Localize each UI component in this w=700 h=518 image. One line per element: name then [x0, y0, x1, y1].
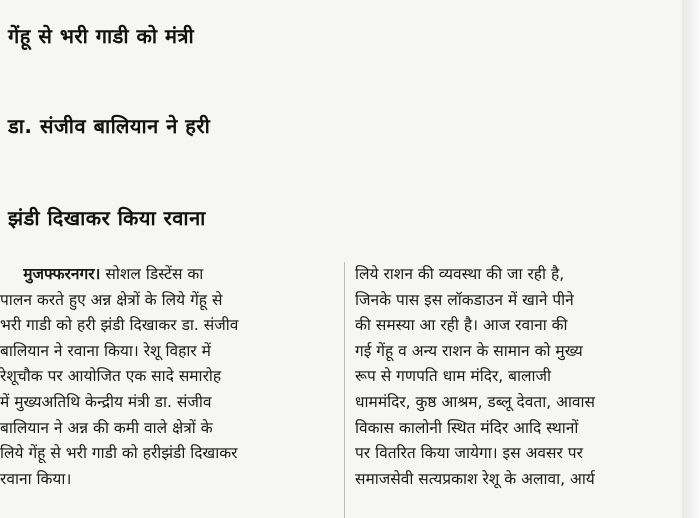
column-divider	[344, 262, 345, 518]
page-edge	[682, 0, 700, 518]
headline-line-2: डा. संजीव बालियान ने हरी	[8, 114, 211, 138]
article-line: लिये राशन की व्यवस्था की जा रही है,	[355, 265, 565, 283]
article-line: रेशूचौक पर आयोजित एक सादे समारोह	[0, 367, 222, 386]
headline-line-1: गेंहू से भरी गाडी को मंत्री	[8, 24, 195, 48]
article-line: की समस्या आ रही है। आज रवाना की	[355, 316, 568, 335]
article-line: विकास कालोनी स्थित मंदिर आदि स्थानों	[355, 418, 579, 437]
article-line: गई गेंहू व अन्य राशन के सामान को मुख्य	[355, 341, 583, 360]
article-line: रवाना किया।	[0, 469, 72, 488]
article-first-line	[0, 262, 338, 288]
article-line: बालियान ने रवाना किया। रेशू विहार में	[0, 341, 211, 360]
article-column-left	[0, 262, 338, 492]
article-line: लिये गेंहू से भरी गाडी को हरीझंडी दिखाकर	[0, 444, 238, 463]
article-line: पर वितरित किया जायेगा। इस अवसर पर	[355, 444, 583, 463]
headline-line-3: झंडी दिखाकर किया रवाना	[8, 206, 206, 230]
article-line: पालन करते हुए अन्न क्षेत्रों के लिये गेंहू से	[0, 290, 223, 309]
article-line: रूप से गणपति धाम मंदिर, बालाजी	[355, 367, 552, 386]
article-line: सोशल डिस्टेंस का	[105, 265, 204, 283]
article-line: समाजसेवी सत्यप्रकाश रेशू के अलावा, आर्य	[355, 469, 595, 488]
article-line: भरी गाडी को हरी झंडी दिखाकर डा. संजीव	[0, 316, 239, 335]
article-line: जिनके पास इस लॉकडाउन में खाने पीने	[355, 290, 574, 309]
dateline: मुजफ्फरनगर।	[23, 265, 101, 283]
article-column-right	[355, 262, 680, 492]
article-line: धाममंदिर, कुष्ठ आश्रम, डब्लू देवता, आवास	[355, 392, 596, 411]
article-line: में मुख्यअतिथि केन्द्रीय मंत्री डा. संजीव	[0, 392, 212, 411]
article-line: बालियान ने अन्न की कमी वाले क्षेत्रों के	[0, 418, 213, 437]
